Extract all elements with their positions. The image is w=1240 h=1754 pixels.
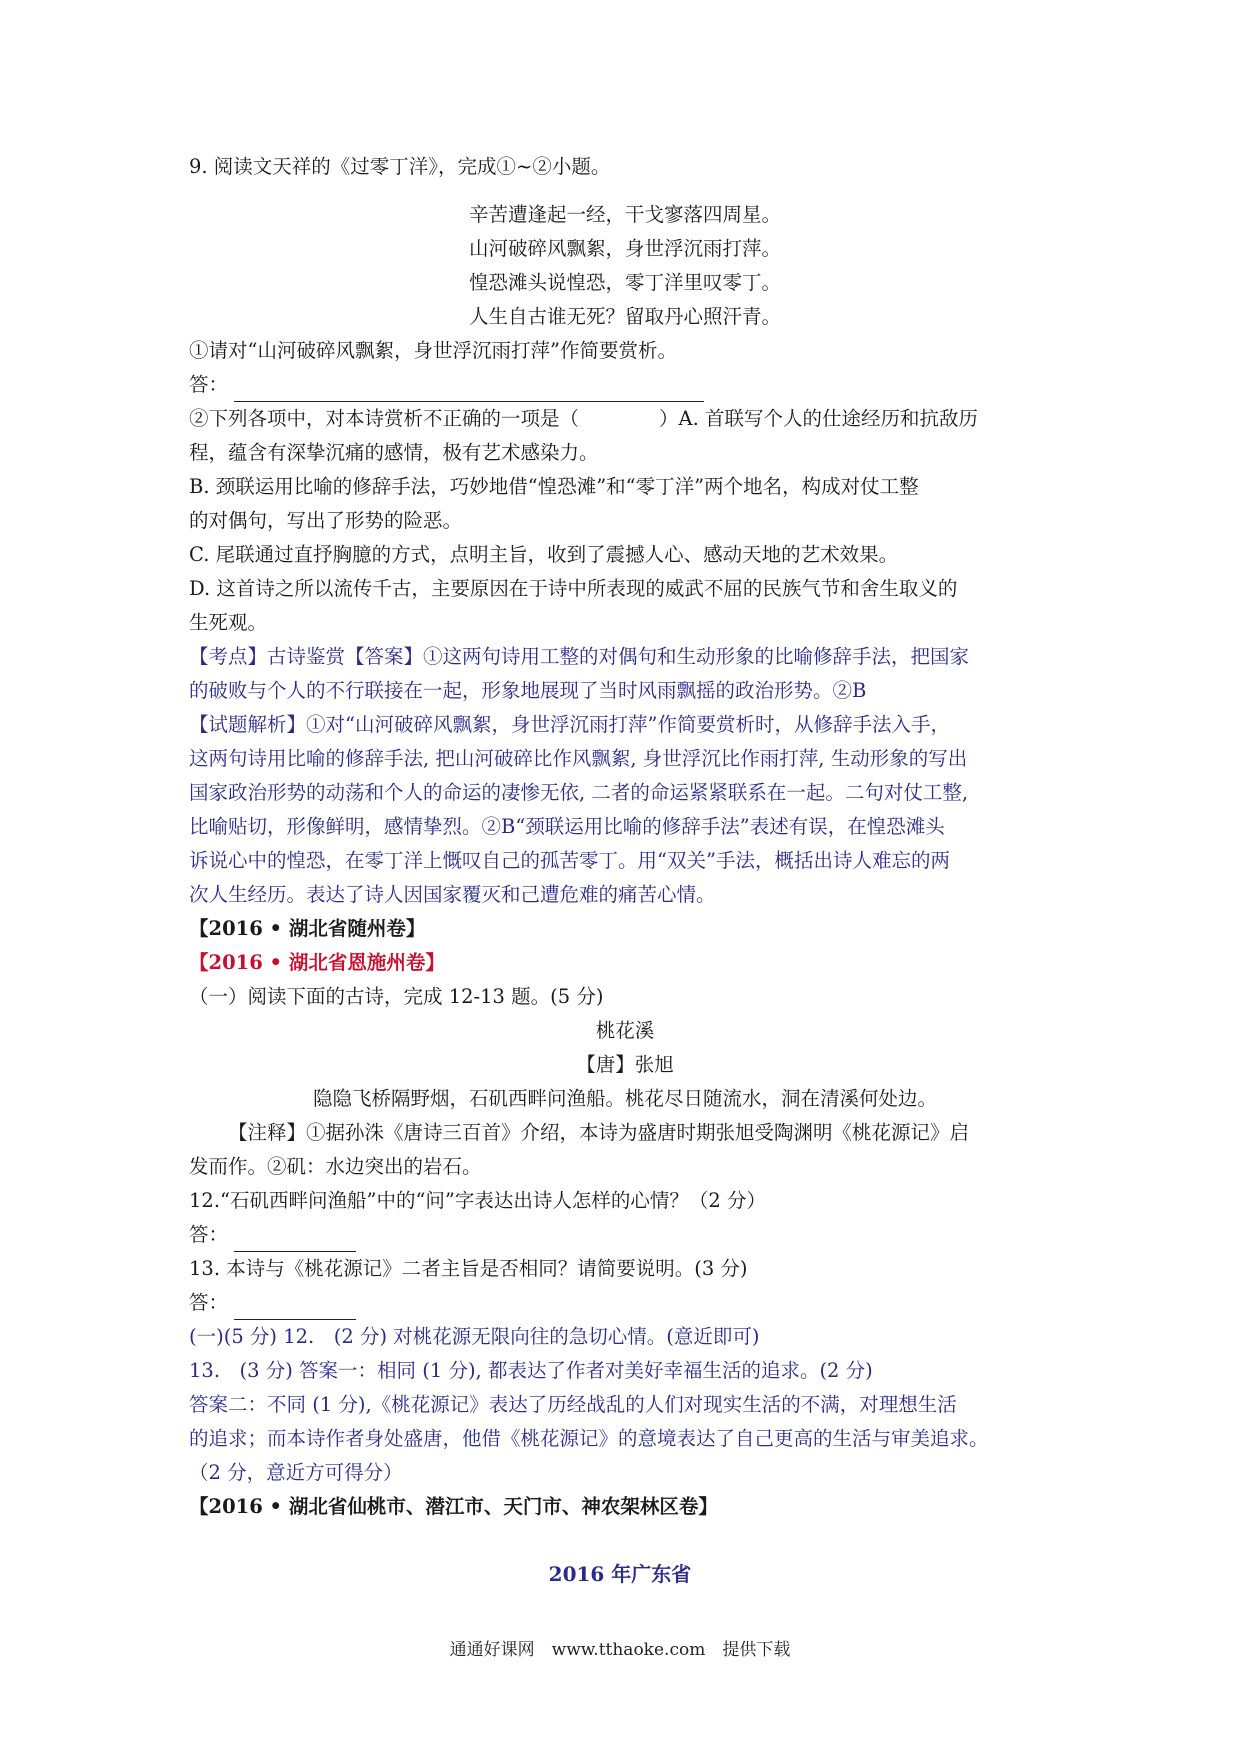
answer-row-12	[189, 1218, 1061, 1252]
answer-line: 的破败与个人的不行联接在一起，形象地展现了当时风雨飘摇的政治形势。②B	[189, 679, 867, 702]
poem-text: 隐隐飞桥隔野烟，石矶西畔问渔船。桃花尽日随流水，洞在清溪何处边。	[312, 1087, 937, 1110]
poem-author: 【唐】张旭	[576, 1053, 674, 1076]
answer-line: 13. (3 分) 答案一：相同 (1 分), 都表达了作者对美好幸福生活的追求。(2 分)	[189, 1359, 873, 1382]
section-header-enshi: 【2016 • 湖北省恩施州卷】	[189, 951, 445, 974]
part-1-answers	[189, 1320, 1061, 1490]
option-b-continued: 的对偶句，写出了形势的险恶。	[189, 509, 463, 532]
answer-line: 答案二：不同 (1 分),《桃花源记》表达了历经战乱的人们对现实生活的不满，对理想生活	[189, 1393, 957, 1416]
answer-blank-line[interactable]	[234, 1229, 356, 1252]
option-d-continued: 生死观。	[189, 611, 268, 634]
poem-note: 【注释】①据孙洙《唐诗三百首》介绍，本诗为盛唐时期张旭受陶渊明《桃花源记》启	[228, 1121, 970, 1144]
answer-line: 的追求；而本诗作者身处盛唐，他借《桃花源记》的意境表达了自己更高的生活与审美追求。	[189, 1427, 989, 1450]
poem-line: 惶恐滩头说惶恐，零丁洋里叹零丁。	[468, 271, 781, 294]
poem-line: 辛苦遭逢起一经，干戈寥落四周星。	[468, 203, 781, 226]
answer-label: 答：	[189, 373, 229, 396]
question-13: 13. 本诗与《桃花源记》二者主旨是否相同？请简要说明。(3 分)	[189, 1257, 748, 1280]
answer-blank-line[interactable]	[234, 1297, 356, 1320]
sub-question-2-text: ②下列各项中，对本诗赏析不正确的一项是（	[189, 407, 580, 430]
poem-line: 山河破碎风飘絮，身世浮沉雨打萍。	[468, 237, 781, 260]
answer-line: 【试题解析】①对“山河破碎风飘絮，身世浮沉雨打萍”作简要赏析时，从修辞手法入手，	[189, 713, 950, 736]
sub-question-2	[189, 402, 1061, 436]
answer-line: 次人生经历。表达了诗人因国家覆灭和己遭危难的痛苦心情。	[189, 883, 716, 906]
poem-title: 桃花溪	[595, 1019, 655, 1042]
option-d: D. 这首诗之所以流传千古，主要原因在于诗中所表现的威武不屈的民族气节和舍生取义的	[189, 577, 958, 600]
page-footer: 通通好课网 www.tthaoke.com 提供下载	[449, 1640, 791, 1660]
option-c: C. 尾联通过直抒胸臆的方式，点明主旨，收到了震撼人心、感动天地的艺术效果。	[189, 543, 899, 566]
option-a-text: ）A. 首联写个人的仕途经历和抗敌历	[659, 407, 978, 430]
answer-label: 答：	[189, 1291, 229, 1314]
question-12: 12.“石矶西畔问渔船”中的“问”字表达出诗人怎样的心情？（2 分）	[189, 1189, 766, 1212]
answer-line: (一)(5 分) 12. (2 分) 对桃花源无限向往的急切心情。(意近即可)	[189, 1325, 760, 1348]
section-header-suizhou: 【2016 • 湖北省随州卷】	[189, 917, 426, 940]
answer-line: 比喻贴切，形像鲜明，感情挚烈。②B“颈联运用比喻的修辞手法”表述有误，在惶恐滩头	[189, 815, 945, 838]
answer-row-13	[189, 1286, 1061, 1320]
document-body	[189, 150, 1061, 1524]
option-b: B. 颈联运用比喻的修辞手法，巧妙地借“惶恐滩”和“零丁洋”两个地名，构成对仗工整	[189, 475, 919, 498]
question-9-heading: 9. 阅读文天祥的《过零丁洋》，完成①~②小题。	[189, 155, 611, 178]
answer-label: 答：	[189, 1223, 229, 1246]
answer-line: 国家政治形势的动荡和个人的命运的凄惨无依, 二者的命运紧紧联系在一起。二句对仗工整,	[189, 781, 969, 804]
answer-blank-line[interactable]	[234, 379, 704, 402]
answer-line: 诉说心中的惶恐，在零丁洋上慨叹自己的孤苦零丁。用“双关”手法，概括出诗人难忘的两	[189, 849, 950, 872]
answer-line: 这两句诗用比喻的修辞手法, 把山河破碎比作风飘絮, 身世浮沉比作雨打萍, 生动形象的写出	[189, 747, 968, 770]
answer-analysis	[189, 640, 1061, 912]
section-header-xiantao: 【2016 • 湖北省仙桃市、潜江市、天门市、神农架林区卷】	[189, 1495, 718, 1518]
option-a-continued: 程，蕴含有深挚沉痛的感情，极有艺术感染力。	[189, 441, 599, 464]
answer-line: （2 分，意近方可得分）	[189, 1461, 403, 1484]
poem-guo-lingding-yang	[189, 198, 1061, 333]
poem-line: 人生自古谁无死？留取丹心照汗青。	[468, 305, 781, 328]
sub-question-1: ①请对“山河破碎风飘絮，身世浮沉雨打萍”作简要赏析。	[189, 339, 677, 362]
answer-row-1	[189, 368, 1061, 402]
answer-line: 【考点】古诗鉴赏【答案】①这两句诗用工整的对偶句和生动形象的比喻修辞手法，把国家	[189, 645, 970, 668]
section-title-guangdong: 2016 年广东省	[548, 1562, 692, 1586]
poem-note-continued: 发而作。②矶：水边突出的岩石。	[189, 1155, 482, 1178]
part-1-intro: （一）阅读下面的古诗，完成 12-13 题。(5 分)	[189, 985, 604, 1008]
